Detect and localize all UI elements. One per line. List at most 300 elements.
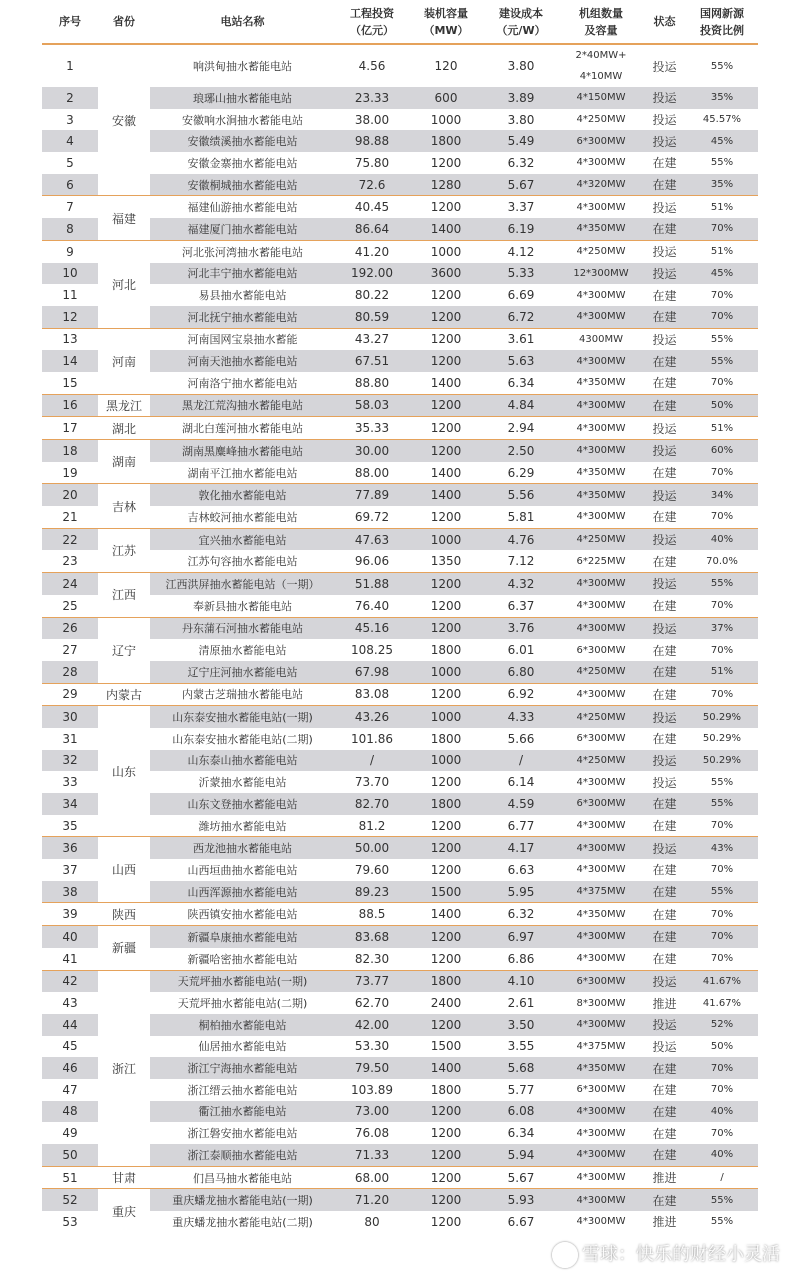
table-row [42, 417, 758, 440]
table-row [42, 728, 758, 750]
units-cell: 6*225MW [576, 555, 626, 567]
seq-cell: 14 [42, 350, 98, 372]
capacity-cell: 1000 [430, 112, 462, 127]
status-cell: 投运 [643, 528, 686, 550]
ratio-cell: 51% [686, 196, 758, 218]
capacity-cell: 1200 [430, 818, 462, 833]
seq-cell: 3 [66, 112, 74, 127]
station-name-cell: 山东文登抽水蓄能电站 [150, 793, 335, 815]
units-cell: 4*300MW [576, 157, 626, 169]
table-row [42, 284, 758, 306]
units-cell: 4*300MW [576, 289, 626, 301]
units-cell: 4*300MW [559, 683, 643, 706]
province-cell: 陕西 [98, 903, 150, 926]
watermark-text: 雪球：快乐的财经小灵活 [582, 1244, 780, 1265]
status-cell: 投运 [643, 837, 686, 859]
seq-cell: 36 [42, 837, 98, 859]
ratio-cell: 55% [686, 793, 758, 815]
cost-cell: 6.34 [507, 375, 535, 390]
invest-cell: 82.70 [335, 793, 409, 815]
seq-cell: 21 [62, 509, 78, 524]
invest-cell: 4.56 [358, 59, 386, 73]
cost-cell: 4.84 [483, 394, 559, 417]
cost-cell: 5.67 [483, 174, 559, 196]
seq-cell: 53 [62, 1214, 78, 1229]
cost-cell: 5.49 [483, 130, 559, 152]
capacity-cell: 3600 [409, 263, 483, 285]
province-cell: 安徽 [98, 44, 150, 196]
capacity-cell: 1800 [409, 970, 483, 992]
header-seq: 序号 [42, 0, 98, 44]
station-name-cell: 浙江宁海抽水蓄能电站 [150, 1057, 335, 1079]
station-name-cell: 奉新县抽水蓄能电站 [193, 599, 292, 613]
units-cell: 4*250MW [559, 706, 643, 728]
units-cell: 4*250MW [559, 528, 643, 550]
seq-cell: 23 [62, 554, 78, 569]
table-row [42, 926, 758, 948]
ratio-cell: 70% [710, 864, 734, 876]
ratio-cell: 70% [710, 820, 734, 832]
seq-cell: 43 [62, 996, 78, 1011]
station-name-cell: 辽宁庄河抽水蓄能电站 [150, 661, 335, 683]
ratio-cell: 55% [686, 328, 758, 350]
station-name-cell: 湖北白莲河抽水蓄能电站 [150, 417, 335, 440]
status-cell: 投运 [643, 196, 686, 218]
ratio-cell: 37% [686, 617, 758, 639]
cost-cell: 6.80 [483, 661, 559, 683]
invest-cell: 53.30 [354, 1039, 390, 1054]
seq-cell: 25 [62, 598, 78, 613]
capacity-cell: 1200 [409, 394, 483, 417]
status-cell: 在建 [652, 554, 677, 569]
station-name-cell: 潍坊抽水蓄能电站 [198, 819, 287, 833]
cost-cell: 2.94 [483, 417, 559, 440]
capacity-cell: 1200 [430, 775, 462, 790]
cost-cell: 3.55 [507, 1039, 535, 1054]
station-name-cell: 河北丰宁抽水蓄能电站 [150, 263, 335, 285]
station-name-cell: 清原抽水蓄能电站 [198, 644, 287, 658]
table-row [42, 218, 758, 240]
units-cell: 4*300MW [559, 440, 643, 462]
station-name-cell: 新疆阜康抽水蓄能电站 [150, 926, 335, 948]
capacity-cell: 1200 [409, 1101, 483, 1123]
station-name-cell: 河南天池抽水蓄能电站 [150, 350, 335, 372]
seq-cell: 32 [42, 750, 98, 772]
cost-cell: 4.76 [483, 528, 559, 550]
ratio-cell: 35% [686, 87, 758, 109]
seq-cell: 12 [42, 306, 98, 328]
station-name-cell: 重庆蟠龙抽水蓄能电站(二期) [172, 1215, 313, 1229]
status-cell: 在建 [643, 881, 686, 903]
table-row [42, 617, 758, 639]
seq-cell: 7 [42, 196, 98, 218]
status-cell: 在建 [643, 394, 686, 417]
units-cell: 12*300MW [559, 263, 643, 285]
capacity-cell: 1200 [409, 1144, 483, 1166]
status-cell: 投运 [643, 573, 686, 595]
province-cell: 湖南 [98, 440, 150, 484]
seq-cell: 8 [42, 218, 98, 240]
status-cell: 在建 [652, 1126, 677, 1141]
table-row [42, 1101, 758, 1123]
invest-cell: 80 [364, 1214, 380, 1229]
table-row [42, 263, 758, 285]
table-row [42, 881, 758, 903]
cost-cell: 6.77 [507, 818, 535, 833]
province-cell: 辽宁 [98, 617, 150, 683]
header-province: 省份 [98, 0, 150, 44]
table-row [42, 837, 758, 859]
ratio-cell: 35% [686, 174, 758, 196]
status-cell: 在建 [652, 643, 677, 658]
station-name-cell: 河北抚宁抽水蓄能电站 [150, 306, 335, 328]
capacity-cell: 1000 [409, 661, 483, 683]
units-cell: 4*300MW [559, 306, 643, 328]
province-cell: 湖北 [98, 417, 150, 440]
cost-cell: 6.63 [507, 862, 535, 877]
seq-cell: 15 [62, 375, 78, 390]
cost-cell: 5.81 [507, 509, 535, 524]
table-row [42, 1189, 758, 1211]
invest-cell: 79.60 [354, 862, 390, 877]
status-cell: 推进 [643, 1166, 686, 1189]
station-name-cell: 陕西镇安抽水蓄能电站 [150, 903, 335, 926]
table-row [42, 328, 758, 350]
header-invest: 工程投资 （亿元） [335, 0, 409, 44]
table-row [42, 750, 758, 772]
capacity-cell: 1200 [409, 837, 483, 859]
province-cell: 浙江 [98, 970, 150, 1166]
units-cell: 4*350MW [576, 467, 626, 479]
seq-cell: 22 [42, 528, 98, 550]
table-row [42, 639, 758, 661]
capacity-cell: 1200 [409, 350, 483, 372]
invest-cell: 47.63 [335, 528, 409, 550]
seq-cell: 41 [62, 951, 78, 966]
seq-cell: 49 [62, 1126, 78, 1141]
seq-cell: 33 [62, 775, 78, 790]
units-cell: 4*300MW [576, 953, 626, 965]
station-name-cell: 湖南平江抽水蓄能电站 [187, 466, 298, 480]
station-name-cell: 吉林蛟河抽水蓄能电站 [187, 510, 298, 524]
cost-cell: 4.32 [483, 573, 559, 595]
ratio-cell: 70% [710, 1127, 734, 1139]
units-cell: 4*350MW [576, 377, 626, 389]
station-name-cell: 安徽响水涧抽水蓄能电站 [182, 113, 303, 127]
ratio-cell: 34% [686, 484, 758, 506]
invest-cell: 82.30 [354, 951, 390, 966]
capacity-cell: 1200 [409, 683, 483, 706]
table-row [42, 903, 758, 926]
ratio-cell: 40% [686, 528, 758, 550]
capacity-cell: 120 [434, 59, 458, 73]
units-cell: 4*300MW [576, 1216, 626, 1228]
ratio-cell: 70% [710, 377, 734, 389]
units-cell: 4300MW [559, 328, 643, 350]
cost-cell: 3.89 [483, 87, 559, 109]
table-row [42, 992, 758, 1014]
units-cell: 4*250MW [576, 114, 626, 126]
invest-cell: 38.00 [354, 112, 390, 127]
status-cell: 投运 [643, 130, 686, 152]
invest-cell: 76.40 [354, 598, 390, 613]
units-cell: 6*300MW [559, 793, 643, 815]
invest-cell: 88.00 [354, 465, 390, 480]
status-cell: 在建 [643, 174, 686, 196]
station-name-cell: 河南国网宝泉抽水蓄能 [150, 328, 335, 350]
units-cell: 4*300MW [559, 1014, 643, 1036]
table-row [42, 815, 758, 837]
invest-cell: 81.2 [358, 818, 386, 833]
table-row [42, 440, 758, 462]
status-cell: 在建 [643, 683, 686, 706]
capacity-cell: 1800 [430, 643, 462, 658]
capacity-cell: 1500 [430, 1039, 462, 1054]
station-name-cell: 安徽绩溪抽水蓄能电站 [150, 130, 335, 152]
capacity-cell: 1400 [430, 375, 462, 390]
status-cell: 在建 [652, 376, 677, 391]
units-line-2: 4*10MW [579, 71, 623, 82]
cost-cell: 6.92 [483, 683, 559, 706]
station-name-cell: 重庆蟠龙抽水蓄能电站(一期) [150, 1189, 335, 1211]
ratio-cell: 55% [686, 573, 758, 595]
station-name-cell: 山西垣曲抽水蓄能电站 [187, 863, 298, 877]
status-cell: 投运 [652, 113, 677, 128]
ratio-cell: 55% [686, 881, 758, 903]
station-name-cell: 仙居抽水蓄能电站 [198, 1040, 287, 1054]
table-row [42, 550, 758, 572]
cost-cell: 5.33 [483, 263, 559, 285]
ratio-cell: 70% [710, 467, 734, 479]
units-cell: 4*375MW [576, 1040, 626, 1052]
station-name-cell: 易县抽水蓄能电站 [198, 289, 287, 303]
capacity-cell: 1200 [409, 417, 483, 440]
status-cell: 投运 [643, 87, 686, 109]
seq-cell: 16 [42, 394, 98, 417]
status-cell: 在建 [652, 952, 677, 967]
ratio-cell: 70% [710, 1084, 734, 1096]
invest-cell: 80.22 [354, 288, 390, 303]
capacity-cell: 1400 [409, 903, 483, 926]
status-cell: 在建 [652, 599, 677, 614]
province-cell: 河南 [98, 328, 150, 394]
invest-cell: 75.80 [354, 155, 390, 170]
invest-cell: 86.64 [335, 218, 409, 240]
invest-cell: 41.20 [335, 240, 409, 262]
capacity-cell: 1200 [430, 1126, 462, 1141]
seq-cell: 2 [42, 87, 98, 109]
capacity-cell: 1280 [409, 174, 483, 196]
station-name-cell: 桐柏抽水蓄能电站 [150, 1014, 335, 1036]
province-cell: 重庆 [98, 1189, 150, 1233]
cost-cell: 3.61 [483, 328, 559, 350]
capacity-cell: 1200 [430, 288, 462, 303]
units-cell: 4*250MW [559, 661, 643, 683]
cost-cell: 5.94 [483, 1144, 559, 1166]
capacity-cell: 1200 [409, 306, 483, 328]
station-name-cell: 丹东蒲石河抽水蓄能电站 [150, 617, 335, 639]
seq-cell: 34 [42, 793, 98, 815]
ratio-cell: 45% [686, 263, 758, 285]
ratio-cell: 70% [710, 289, 734, 301]
station-name-cell: 天荒坪抽水蓄能电站(一期) [150, 970, 335, 992]
seq-cell: 38 [42, 881, 98, 903]
ratio-cell: 41.67% [702, 997, 742, 1009]
station-name-cell: 浙江磐安抽水蓄能电站 [187, 1127, 298, 1141]
ratio-cell: 50.29% [686, 706, 758, 728]
status-cell: 投运 [643, 617, 686, 639]
station-name-cell: 沂蒙抽水蓄能电站 [198, 776, 287, 790]
data-table-wrapper [42, 0, 758, 1233]
cost-cell: 6.72 [483, 306, 559, 328]
cost-cell: 6.34 [507, 1126, 535, 1141]
header-cost: 建设成本 （元/W） [483, 0, 559, 44]
invest-cell: 76.08 [354, 1126, 390, 1141]
invest-cell: 50.00 [335, 837, 409, 859]
cost-cell: 2.61 [507, 996, 535, 1011]
table-row [42, 771, 758, 793]
table-row [42, 948, 758, 970]
ratio-cell: 50.29% [702, 733, 742, 745]
cost-cell: 5.77 [507, 1082, 535, 1097]
capacity-cell: 1500 [409, 881, 483, 903]
ratio-cell: 70% [686, 218, 758, 240]
invest-cell: 51.88 [335, 573, 409, 595]
units-cell: 4*300MW [576, 820, 626, 832]
ratio-cell: 55% [686, 1189, 758, 1211]
cost-cell: 3.37 [483, 196, 559, 218]
table-row [42, 174, 758, 196]
snowball-logo-icon [552, 1242, 578, 1268]
seq-cell: 50 [42, 1144, 98, 1166]
invest-cell: 23.33 [335, 87, 409, 109]
cost-cell: 6.14 [507, 775, 535, 790]
seq-cell: 31 [62, 731, 78, 746]
seq-cell: 5 [66, 155, 74, 170]
capacity-cell: 1200 [430, 509, 462, 524]
units-cell: 4*375MW [559, 881, 643, 903]
header-capacity: 装机容量 （MW） [409, 0, 483, 44]
status-cell: 投运 [643, 240, 686, 262]
table-row [42, 152, 758, 174]
status-cell: 投运 [643, 263, 686, 285]
capacity-cell: 1200 [409, 926, 483, 948]
capacity-cell: 1200 [409, 573, 483, 595]
units-cell: 4*350MW [559, 484, 643, 506]
ratio-cell: 50.29% [686, 750, 758, 772]
status-cell: 在建 [652, 819, 677, 834]
capacity-cell: 1000 [409, 706, 483, 728]
capacity-cell: 1000 [409, 528, 483, 550]
seq-cell: 47 [62, 1082, 78, 1097]
station-name-cell: 天荒坪抽水蓄能电站(二期) [177, 997, 308, 1011]
cost-cell: 5.68 [483, 1057, 559, 1079]
table-row [42, 706, 758, 728]
station-name-cell: 山东泰安抽水蓄能电站(一期) [150, 706, 335, 728]
invest-cell: 71.20 [335, 1189, 409, 1211]
invest-cell: 73.00 [335, 1101, 409, 1123]
station-name-cell: 江苏句容抽水蓄能电站 [187, 555, 298, 569]
province-cell: 黑龙江 [98, 394, 150, 417]
units-cell: 4*300MW [559, 837, 643, 859]
table-row [42, 1122, 758, 1144]
ratio-cell: 45% [686, 130, 758, 152]
units-cell: 4*300MW [576, 776, 626, 788]
capacity-cell: 1800 [409, 130, 483, 152]
seq-cell: 29 [42, 683, 98, 706]
capacity-cell: 1200 [409, 1014, 483, 1036]
station-name-cell: 敦化抽水蓄能电站 [150, 484, 335, 506]
units-cell [559, 44, 643, 87]
seq-cell: 27 [62, 643, 78, 658]
ratio-cell: 70% [686, 1057, 758, 1079]
ratio-cell: 51% [686, 240, 758, 262]
status-cell: 投运 [643, 706, 686, 728]
status-cell: 投运 [643, 417, 686, 440]
cost-cell: / [483, 750, 559, 772]
units-cell: 8*300MW [576, 997, 626, 1009]
invest-cell: 69.72 [354, 509, 390, 524]
seq-cell: 48 [42, 1101, 98, 1123]
table-row [42, 240, 758, 262]
table-row [42, 1079, 758, 1101]
seq-cell: 39 [42, 903, 98, 926]
ratio-cell: 40% [686, 1144, 758, 1166]
table-row [42, 306, 758, 328]
province-cell: 福建 [98, 196, 150, 240]
capacity-cell: 1200 [430, 862, 462, 877]
seq-cell: 37 [62, 862, 78, 877]
capacity-cell: 1200 [430, 951, 462, 966]
cost-cell: 6.37 [507, 598, 535, 613]
status-cell: 在建 [652, 288, 677, 303]
pumped-storage-table [42, 0, 758, 1233]
station-name-cell: 响洪甸抽水蓄能电站 [193, 60, 292, 73]
seq-cell: 1 [66, 59, 74, 73]
status-cell: 在建 [643, 903, 686, 926]
ratio-cell: 70% [686, 903, 758, 926]
cost-cell: 4.12 [483, 240, 559, 262]
ratio-cell: 55% [686, 350, 758, 372]
capacity-cell: 1800 [430, 731, 462, 746]
table-row [42, 1211, 758, 1233]
status-cell: 投运 [643, 440, 686, 462]
province-cell: 河北 [98, 240, 150, 328]
cost-cell: 3.80 [507, 112, 535, 127]
seq-cell: 42 [42, 970, 98, 992]
invest-cell: 43.26 [335, 706, 409, 728]
table-row [42, 462, 758, 484]
ratio-cell: 70% [686, 306, 758, 328]
table-row [42, 130, 758, 152]
capacity-cell: 1000 [409, 750, 483, 772]
status-cell: 推进 [652, 996, 677, 1011]
station-name-cell: 江西洪屏抽水蓄能电站（一期） [150, 573, 335, 595]
status-cell: 在建 [652, 1083, 677, 1098]
units-cell: 4*300MW [559, 350, 643, 372]
header-units: 机组数量 及容量 [559, 0, 643, 44]
cost-cell: 6.67 [507, 1214, 535, 1229]
cost-cell: 4.59 [483, 793, 559, 815]
status-cell: 在建 [643, 661, 686, 683]
ratio-cell: 41.67% [686, 970, 758, 992]
seq-cell: 40 [42, 926, 98, 948]
invest-cell: 62.70 [354, 996, 390, 1011]
station-name-cell: 安徽金寨抽水蓄能电站 [187, 156, 298, 170]
capacity-cell: 600 [409, 87, 483, 109]
ratio-cell: 51% [686, 661, 758, 683]
status-cell: 在建 [643, 350, 686, 372]
